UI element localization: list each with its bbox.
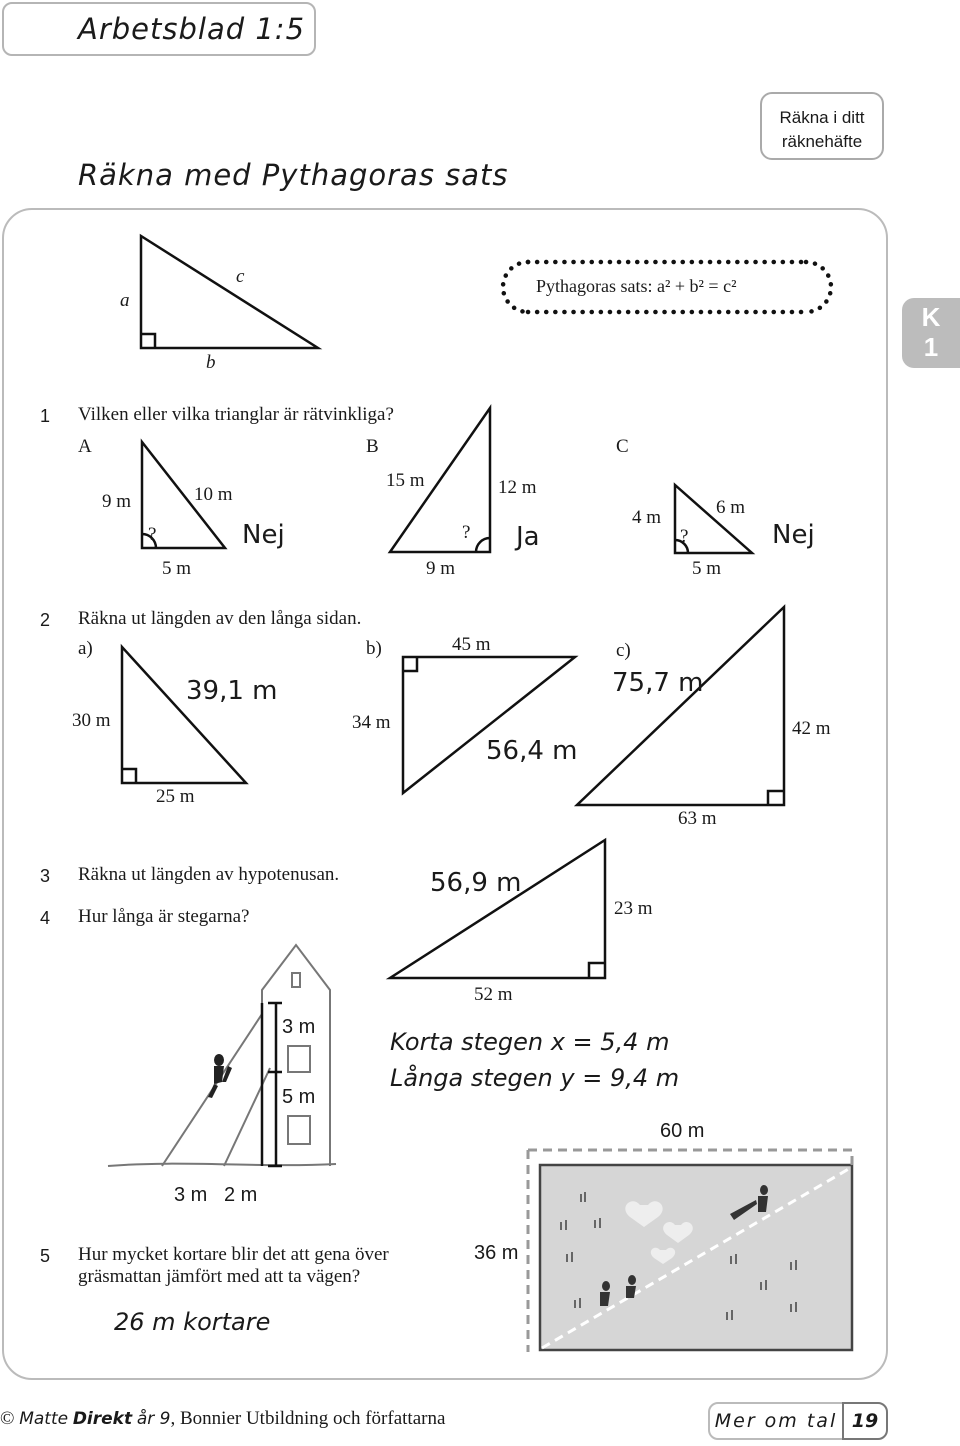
q1b-side-bottom: 9 m	[426, 558, 456, 579]
q1c-side-bottom: 5 m	[692, 558, 722, 579]
q2a-label: a)	[78, 638, 93, 659]
worksheet-subtitle: Räkna med Pythagoras sats	[78, 158, 509, 192]
q1b-angle: ?	[462, 522, 471, 543]
q2b-leg-vertical: 34 m	[352, 712, 391, 733]
pythagoras-formula: Pythagoras sats: a² + b² = c²	[536, 276, 737, 296]
climber	[208, 1054, 232, 1098]
q2c-triangle	[577, 607, 784, 805]
q3-triangle	[390, 840, 605, 978]
q3-number: 3	[40, 866, 51, 886]
q5-text-line1: Hur mycket kortare blir det att gena över	[78, 1244, 389, 1265]
q5-answer: 26 m kortare	[114, 1308, 271, 1336]
q1a-side-hyp: 10 m	[194, 484, 233, 505]
q2-number: 2	[40, 610, 51, 630]
q2a-right-angle	[122, 769, 136, 783]
publisher: , Bonnier Utbildning och författarna	[170, 1408, 446, 1429]
brand-direkt: Direkt	[72, 1409, 133, 1429]
q4-text: Hur långa är stegarna?	[78, 906, 250, 927]
q1-text: Vilken eller vilka trianglar är rätvinkliga?	[78, 404, 394, 425]
q1b-letter: B	[366, 436, 379, 457]
q2a-triangle	[122, 647, 246, 783]
q2c-leg-vertical: 42 m	[792, 718, 831, 739]
side-box-line2: räknehäfte	[781, 132, 863, 151]
q2b-right-angle	[403, 657, 417, 671]
q2b-answer: 56,4 m	[486, 736, 578, 766]
q1c-angle: ?	[680, 526, 689, 547]
q2b-label: b)	[366, 638, 382, 659]
intro-label-a: a	[120, 290, 130, 311]
q2b-triangle	[403, 657, 578, 793]
q4-number: 4	[40, 908, 51, 928]
intro-triangle	[141, 236, 318, 348]
q2b-leg-horizontal: 45 m	[452, 634, 491, 655]
q5-height-label: 36 m	[474, 1242, 519, 1264]
q1a-side-left: 9 m	[102, 491, 132, 512]
q4-answer-long: Långa stegen y = 9,4 m	[390, 1064, 680, 1092]
q2-text: Räkna ut längden av den långa sidan.	[78, 608, 362, 629]
q4-base-right: 2 m	[224, 1184, 258, 1206]
q4-answer-short: Korta stegen x = 5,4 m	[390, 1028, 670, 1056]
side-box-line1: Räkna i ditt	[779, 108, 865, 127]
q1a-side-bottom: 5 m	[162, 558, 192, 579]
q5-text-line2: gräsmattan jämfört med att ta vägen?	[78, 1266, 361, 1287]
q1b-side-right: 12 m	[498, 477, 537, 498]
q1c-letter: C	[616, 436, 629, 457]
copyright-symbol: ©	[0, 1408, 15, 1429]
q1a-angle: ?	[148, 524, 157, 545]
q1b-answer: Ja	[516, 522, 540, 552]
page-number: 19	[842, 1402, 888, 1440]
q1c-side-hyp: 6 m	[716, 497, 746, 518]
q3-leg-horizontal: 52 m	[474, 984, 513, 1005]
q2c-leg-horizontal: 63 m	[678, 808, 717, 829]
q1b-side-hyp: 15 m	[386, 470, 425, 491]
q2a-answer: 39,1 m	[186, 676, 278, 706]
worksheet-title: Arbetsblad 1:5	[78, 12, 306, 46]
q1c-side-left: 4 m	[632, 507, 662, 528]
brand-matte: Matte	[19, 1409, 69, 1429]
q5-width-label: 60 m	[660, 1120, 705, 1142]
ladder-measure-lines	[262, 1003, 282, 1166]
q2c-answer: 75,7 m	[612, 668, 704, 698]
intro-label-b: b	[206, 352, 216, 373]
q3-leg-vertical: 23 m	[614, 898, 653, 919]
q2c-right-angle	[768, 791, 784, 805]
intro-right-angle	[141, 334, 155, 348]
q5-number: 5	[40, 1246, 51, 1266]
q2a-leg-vertical: 30 m	[72, 710, 111, 731]
q3-text: Räkna ut längden av hypotenusan.	[78, 864, 340, 885]
tab-number: 1	[923, 332, 939, 362]
series-label: Mer om tal	[708, 1402, 844, 1440]
q4-height-bottom: 5 m	[282, 1086, 316, 1108]
tab-letter: K	[921, 302, 941, 332]
q1b-angle-arc	[476, 538, 490, 552]
q1a-answer: Nej	[242, 520, 285, 550]
q3-right-angle	[589, 963, 605, 978]
lawn-diagram	[528, 1150, 852, 1352]
q2a-leg-horizontal: 25 m	[156, 786, 195, 807]
q3-answer: 56,9 m	[430, 868, 522, 898]
intro-label-c: c	[236, 266, 245, 287]
q1c-answer: Nej	[772, 520, 815, 550]
brand-year: år 9	[136, 1409, 171, 1429]
q1a-letter: A	[78, 436, 92, 457]
footer-credit	[0, 1408, 445, 1430]
q1-number: 1	[40, 406, 51, 426]
q4-base-left: 3 m	[174, 1184, 208, 1206]
q2c-label: c)	[616, 640, 631, 661]
q4-height-top: 3 m	[282, 1016, 316, 1038]
